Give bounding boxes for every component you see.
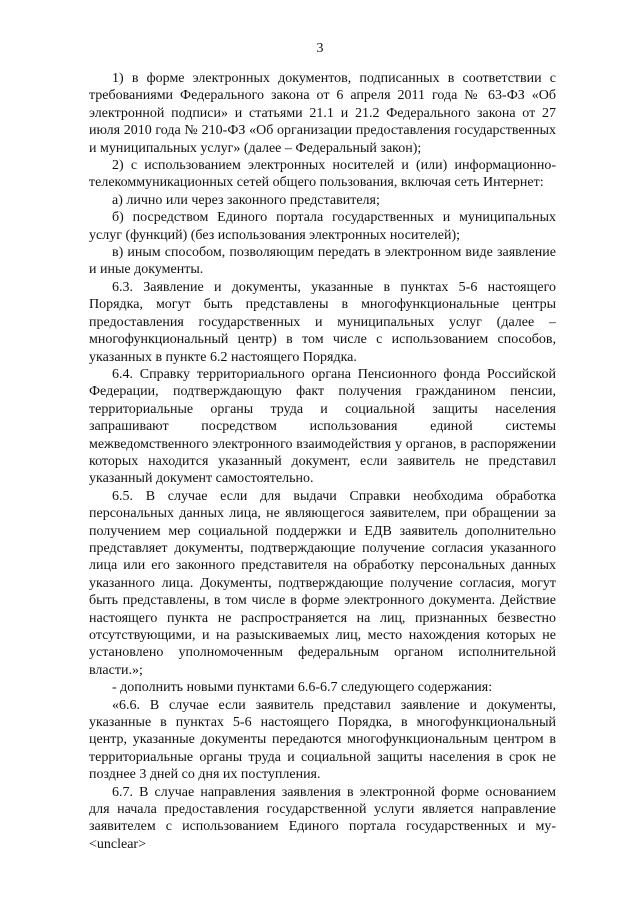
document-body (89, 70, 556, 853)
paragraph: 2) с использованием электронных носителей и (или) информационно-телекоммуникационных сетей общего пользования, включая сеть Интернет: (89, 158, 556, 191)
paragraph: 6.4. Справку территориального органа Пенсионного фонда Российской Федерации, подтверждающую факт получения гражданином пенсии, территориальные органы труда и социальной защиты населения запрашивают посредством использования единой системы межведомственного электронного взаимодействия у органов, в распоряжении которых находится указанный документ, если заявитель не представил указанный документ самостоятельно. (89, 366, 556, 487)
paragraph: в) иным способом, позволяющим передать в электронном виде заявление и иные документы. (89, 245, 556, 278)
paragraph: б) посредством Единого портала государственных и муниципальных услуг (функций) (без использования электронных носителей); (89, 210, 556, 243)
paragraph: 6.7. В случае направления заявления в электронной форме основанием для начала предоставления государственной услуги является направление заявителем с использованием Единого портала государственных и му-<unclear> (89, 784, 556, 852)
paragraph: а) лично или через законного представителя; (112, 192, 380, 208)
paragraph: - дополнить новыми пунктами 6.6-6.7 следующего содержания: (112, 680, 493, 696)
paragraph: 6.5. В случае если для выдачи Справки необходима обработка персональных данных лица, не являющегося заявителем, при обращении за получением мер социальной поддержки и ЕДВ заявитель дополнительно представляет документы, подтверждающие получение согласия указанного лица или его законного представителя на обработку персональных данных указанного лица. Документы, подтверждающие получение согласия, могут быть представлены, в том числе в форме электронного документа. Действие настоящего пункта не распространяется на лиц, признанных безвестно отсутствующими, и на разыскиваемых лиц, место нахождения которых не установлено уполномоченным федеральным органом исполнительной власти.»; (89, 488, 556, 678)
paragraph: 1) в форме электронных документов, подписанных в соответствии с требованиями Федерального закона от 6 апреля 2011 года № 63-ФЗ «Об электронной подписи» и статьями 21.1 и 21.2 Федерального закона от 27 июля 2010 года № 210-ФЗ «Об организации предоставления государственных и муниципальных услуг» (далее – Федеральный закон); (89, 71, 556, 156)
paragraph: 6.3. Заявление и документы, указанные в пунктах 5-6 настоящего Порядка, могут быть представлены в многофункциональные центры предоставления государственных и муниципальных услуг (далее – многофункциональный центр) в том числе с использованием способов, указанных в пункте 6.2 настоящего Порядка. (89, 279, 556, 365)
page-number: 3 (316, 41, 324, 56)
paragraph: «6.6. В случае если заявитель представил заявление и документы, указанные в пунктах 5-6 настоящего Порядка, в многофункциональный центр, указанные документы передаются многофункциональным центром в территориальные органы труда и социальной защиты населения в срок не позднее 3 дней со дня их поступления. (89, 697, 556, 783)
